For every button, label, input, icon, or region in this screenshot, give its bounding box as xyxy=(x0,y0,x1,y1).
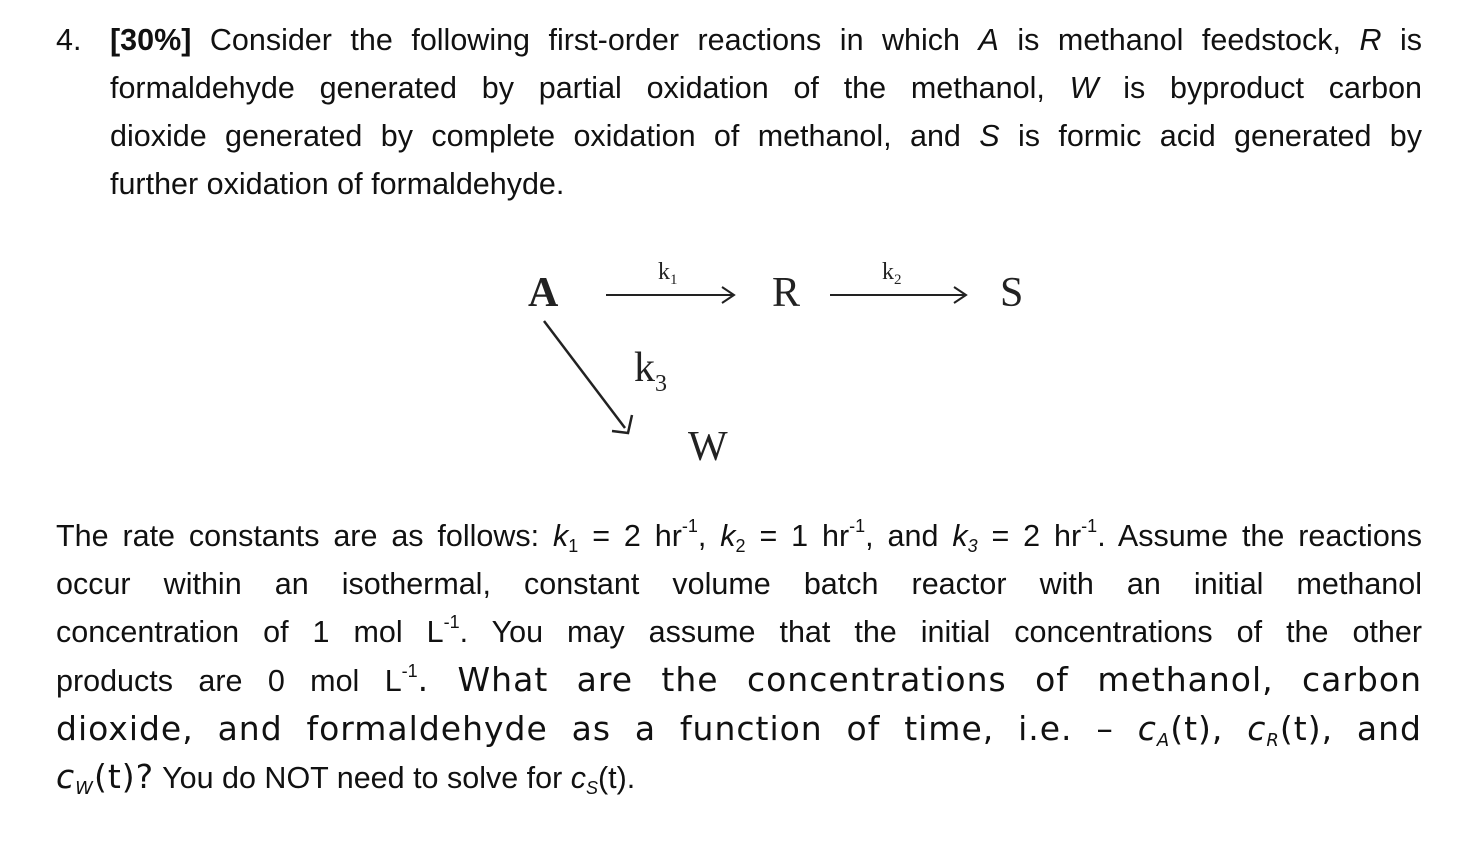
label-k2: $k_2$ xyxy=(882,259,902,288)
question-body xyxy=(56,512,1422,802)
body-line-3: concentration of 1 mol $L^{-1}$. You may assume that the initial concentrations of the other xyxy=(56,612,1422,649)
node-a: A xyxy=(528,270,559,316)
body-line-5: dioxide, and formaldehyde as a function of time, i.e. – $c_A(t)$, $c_R(t)$, and xyxy=(56,709,1422,751)
node-r: R xyxy=(772,270,801,316)
node-w: W xyxy=(688,424,728,470)
body-line-1: The rate constants are as follows: $k_1 = 2$ $hr^{-1}$, $k_2 = 1$ $hr^{-1}$, and $k_3 = 2$ $hr^{-1}$. Assume the reactions xyxy=(56,516,1422,556)
question-number: 4. xyxy=(56,23,82,57)
body-line-2: occur within an isothermal, constant volume batch reactor with an initial methanol xyxy=(56,567,1422,601)
intro-line-2: formaldehyde generated by partial oxidation of the methanol, W is byproduct carbon xyxy=(110,71,1422,105)
intro-line-1: [30%] Consider the following first-order reactions in which A is methanol feedstock, R is xyxy=(110,23,1423,57)
intro-line-4: further oxidation of formaldehyde. xyxy=(110,167,565,201)
question-weight: [30%] xyxy=(110,23,192,57)
body-line-6: $c_W(t)$? You do NOT need to solve for $c_S(t)$. xyxy=(56,757,636,799)
reaction-scheme xyxy=(510,245,1070,485)
label-k1: $k_1$ xyxy=(658,259,678,288)
label-k3: $k_3$ xyxy=(634,345,667,397)
arrow-a-w xyxy=(544,321,625,428)
node-s: S xyxy=(1000,270,1024,316)
body-line-4: products are 0 mol $L^{-1}$. What are the concentrations of methanol, carbon xyxy=(56,660,1422,699)
intro-line-3: dioxide generated by complete oxidation of methanol, and S is formic acid generated by xyxy=(110,119,1422,153)
question-intro xyxy=(110,16,1422,208)
